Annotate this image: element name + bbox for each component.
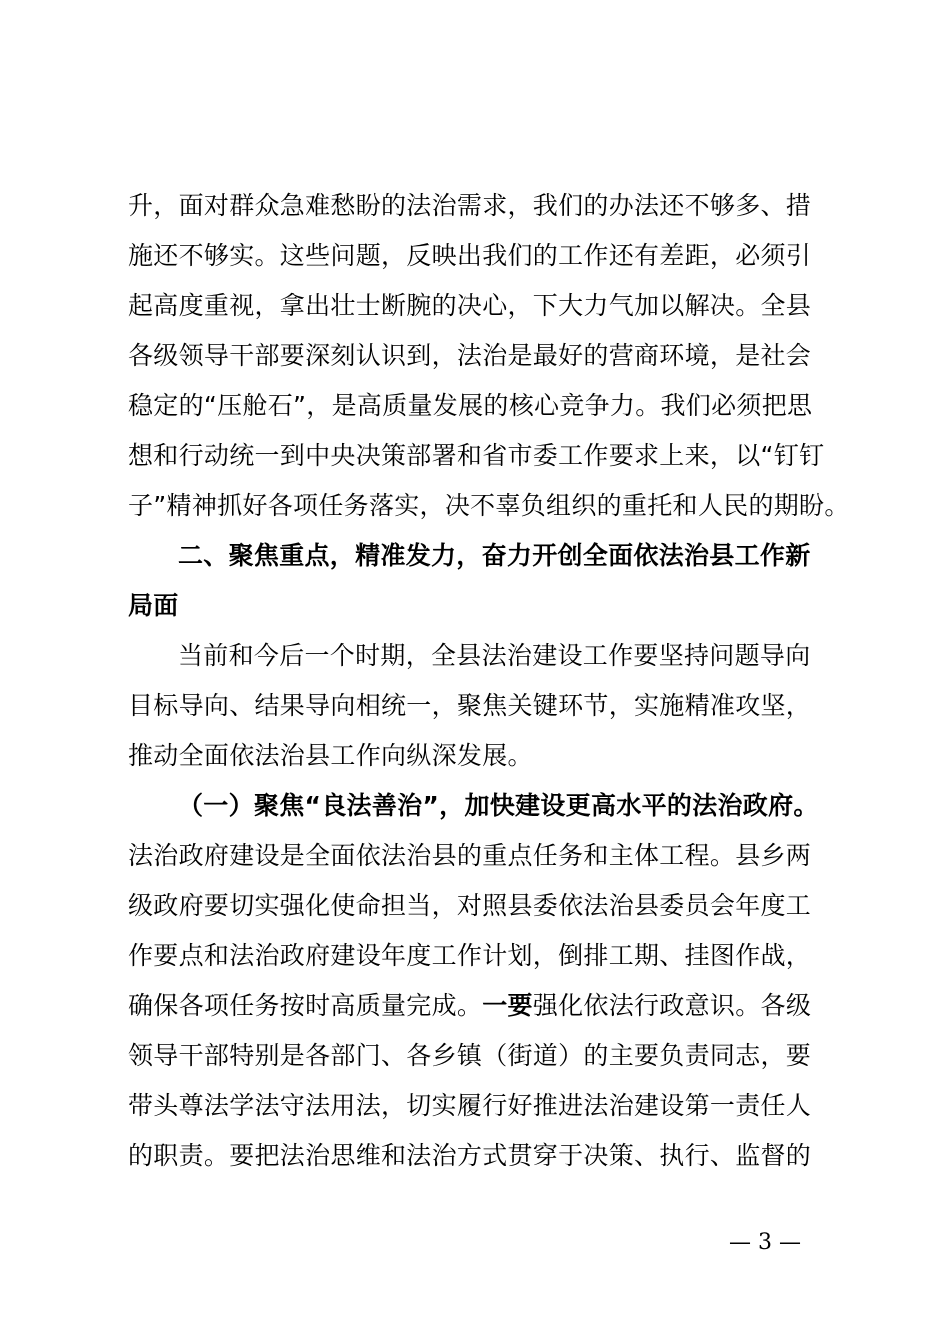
mixed-line-end: 强化依法行政意识。各级 <box>532 991 812 1020</box>
section-heading: 二、聚焦重点，精准发力，奋力开创全面依法治县工作新 <box>178 541 811 570</box>
body-paragraph-line: 级政府要切实强化使命担当，对照县委依法治县委员会年度工 <box>128 891 812 920</box>
subsection-heading: （一）聚焦“良法善治”，加快建设更高水平的法治政府。 <box>178 791 819 820</box>
paragraph-line: 想和行动统一到中央决策部署和省市委工作要求上来，以“钉钉 <box>128 441 825 470</box>
page-number: — 3 — <box>729 1230 801 1255</box>
section-heading-continued: 局面 <box>128 591 179 620</box>
closing-paragraph-line: 带头尊法学法守法用法，切实履行好推进法治建设第一责任人 <box>128 1091 812 1120</box>
closing-paragraph-line: 领导干部特别是各部门、各乡镇（街道）的主要负责同志，要 <box>128 1041 812 1070</box>
paragraph-line: 起高度重视，拿出壮士断腕的决心，下大力气加以解决。全县 <box>128 291 812 320</box>
paragraph-line: 子”精神抓好各项任务落实，决不辜负组织的重托和人民的期盼。 <box>128 491 850 520</box>
paragraph-line: 各级领导干部要深刻认识到，法治是最好的营商环境，是社会 <box>128 341 812 370</box>
emphasis-label: 一要 <box>482 991 533 1020</box>
intro-paragraph-line: 当前和今后一个时期，全县法治建设工作要坚持问题导向 <box>178 641 811 670</box>
paragraph-line: 施还不够实。这些问题，反映出我们的工作还有差距，必须引 <box>128 241 812 270</box>
intro-paragraph-line: 目标导向、结果导向相统一，聚焦关键环节，实施精准攻坚， <box>128 691 812 720</box>
body-paragraph-line: 作要点和法治政府建设年度工作计划，倒排工期、挂图作战， <box>128 941 812 970</box>
closing-paragraph-line: 的职责。要把法治思维和法治方式贯穿于决策、执行、监督的 <box>128 1141 812 1170</box>
paragraph-line: 升，面对群众急难愁盼的法治需求，我们的办法还不够多、措 <box>128 191 812 220</box>
body-paragraph-line: 法治政府建设是全面依法治县的重点任务和主体工程。县乡两 <box>128 841 812 870</box>
paragraph-line: 稳定的“压舱石”，是高质量发展的核心竞争力。我们必须把思 <box>128 391 813 420</box>
mixed-line-start: 确保各项任务按时高质量完成。 <box>128 991 483 1020</box>
mixed-emphasis-line <box>128 986 828 1026</box>
intro-paragraph-line: 推动全面依法治县工作向纵深发展。 <box>128 741 533 770</box>
